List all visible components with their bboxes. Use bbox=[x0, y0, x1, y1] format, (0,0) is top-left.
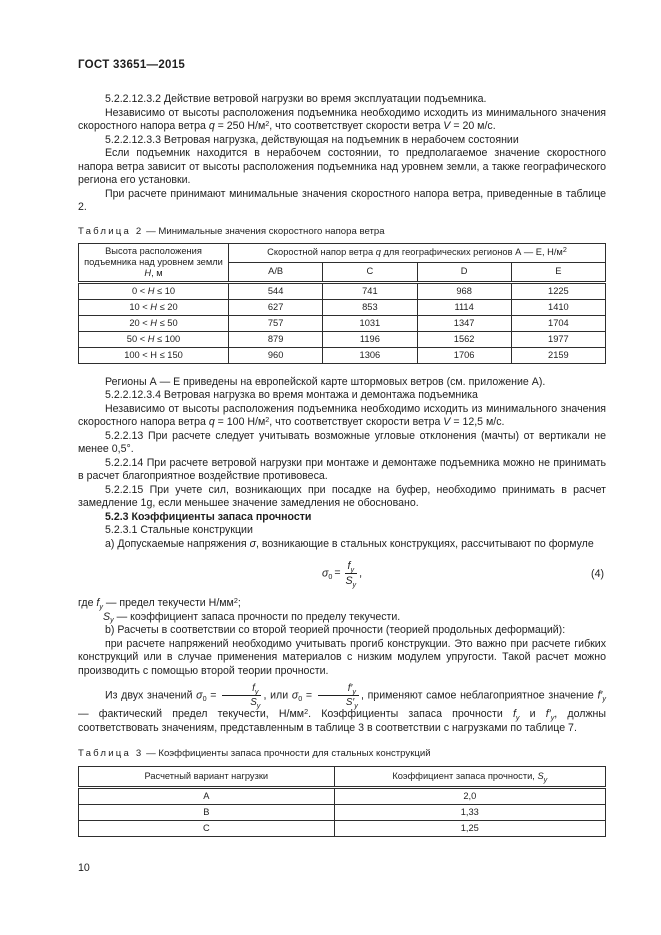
text-run: 0 bbox=[202, 694, 207, 704]
table-row bbox=[79, 347, 606, 363]
text-run: V bbox=[443, 120, 451, 132]
table-cell: C bbox=[79, 821, 335, 837]
table-cell: 544 bbox=[229, 282, 323, 299]
table-row bbox=[79, 331, 606, 347]
table-2-region-ab: А/В bbox=[229, 263, 323, 283]
table-cell: B bbox=[79, 805, 335, 821]
table-2-region-e: Е bbox=[511, 263, 605, 283]
fraction-denominator bbox=[345, 574, 358, 587]
para-5-2-2-12-3-4: 5.2.2.12.3.4 Ветровая нагрузка во время монтажа и демонтажа подъемника bbox=[105, 389, 478, 401]
table-cell: 100 < H ≤ 150 bbox=[79, 347, 229, 363]
table-cell: 853 bbox=[323, 299, 417, 315]
table-row bbox=[79, 282, 606, 299]
sigma-subscript: 0 bbox=[328, 572, 333, 582]
table-row bbox=[79, 805, 606, 821]
table-cell: 50 < H ≤ 100 bbox=[79, 331, 229, 347]
text-run: σ bbox=[196, 689, 203, 702]
text-run: S bbox=[103, 610, 111, 623]
text-run: H bbox=[150, 317, 158, 328]
table-cell: 1114 bbox=[417, 299, 511, 315]
para-5-2-2-13: 5.2.2.13 При расчете следует учитывать возможные угловые отклонения (мачты) от вертикали не менее 0,5°. bbox=[78, 429, 606, 455]
inline-fraction bbox=[222, 683, 261, 708]
text-run: 0 bbox=[298, 694, 303, 704]
text-run: f bbox=[96, 597, 100, 609]
table-cell: 968 bbox=[417, 282, 511, 299]
text-run: H bbox=[147, 333, 155, 344]
para-two-values: Из двух значений $\sigma_0$ = $\frac{f_y}{S_y}$ , или $\sigma_0$ = $\frac{f'_y}{S'_y}$ , применяют самое неблагоприятное значение $f'_y$ — фактический предел текучести, $Н/мм^2$. Коэффициенты запаса прочности $f_y$ и $f'_y$, должны соответствовать значениям, представленным в таблице 3 в соответствии с нагрузками по таблице 7. bbox=[78, 683, 606, 734]
para-5-2-2-12-3-2: 5.2.2.12.3.2 Действие ветровой нагрузки во время эксплуатации подъемника. bbox=[105, 93, 487, 105]
text-run: y bbox=[543, 774, 548, 784]
para-where-sy: $S_y$ — коэффициент запаса прочности по пределу текучести. bbox=[103, 610, 401, 625]
text-run: Н bbox=[144, 267, 152, 278]
para-allowed-stress: a) Допускаемые напряжения σ, возникающие в стальных конструкциях, рассчитывают по формуле bbox=[105, 537, 594, 550]
table-2-col1-header: Высота расположения подъемника над уровнем земли Н, м bbox=[79, 243, 229, 282]
para-wind-operation-values: Независимо от высоты расположения подъемника необходимо исходить из минимального значения скоростного напора ветра q = 250 $Н/м^2$, что соответствует скорости ветра V = 20 м/с. bbox=[78, 106, 606, 132]
table-cell: 2,0 bbox=[334, 788, 605, 805]
table-2-caption bbox=[78, 226, 606, 237]
table-2-region-d: D bbox=[417, 263, 511, 283]
table-cell: 1562 bbox=[417, 331, 511, 347]
table-cell: 1196 bbox=[323, 331, 417, 347]
sigma-symbol: σ bbox=[321, 567, 329, 580]
text-run: y bbox=[350, 564, 355, 574]
table-cell: 1031 bbox=[323, 315, 417, 331]
table-cell: 10 < H ≤ 20 bbox=[79, 299, 229, 315]
text-run: y bbox=[602, 694, 606, 704]
text-run: y bbox=[254, 686, 259, 696]
text-run: y bbox=[99, 601, 103, 611]
text-run: σ bbox=[249, 537, 256, 550]
table-cell: 1225 bbox=[511, 282, 605, 299]
text-run: y bbox=[352, 686, 356, 696]
para-table2-intro: При расчете принимают минимальные значения скоростного напора ветра, приведенные в таблице 2. bbox=[78, 187, 606, 213]
text-run: y bbox=[110, 615, 114, 625]
text-run: y bbox=[354, 700, 358, 710]
table-3-safety-factors bbox=[78, 766, 606, 837]
para-out-of-service: Если подъемник находится в нерабочем состоянии, то предполагаемое значение скоростного напора ветра зависит от высоты расположения подъемника над уровнем земли, а также географического региона его установки. bbox=[78, 147, 606, 186]
equation-number: (4) bbox=[591, 567, 604, 580]
text-run: 2 bbox=[562, 244, 567, 254]
para-deflection: при расчете напряжений необходимо учитывать прогиб конструкции. Это важно при расчете гибких конструкций или в случае применения материалов с низким модулем упругости. Такой расчет можно производить с помощью второй теории прочности. bbox=[78, 637, 606, 677]
table-2-region-c: С bbox=[323, 263, 417, 283]
table-3-head bbox=[79, 767, 606, 788]
text-run: σ bbox=[291, 689, 299, 702]
heading-5-2-3-1: 5.2.3.1 Стальные конструкции bbox=[105, 524, 253, 536]
text-run: q bbox=[375, 247, 381, 258]
text-run: V bbox=[443, 416, 451, 428]
page-content bbox=[78, 59, 606, 837]
table-cell: 1977 bbox=[511, 331, 605, 347]
text-run: f bbox=[512, 708, 516, 720]
text-run: S bbox=[537, 771, 544, 781]
para-where-fy: где $f_y$ — предел текучести $Н/мм^2$; bbox=[78, 595, 241, 611]
para-5-2-2-14: 5.2.2.14 При расчете ветровой нагрузки при монтаже и демонтаже подъемника можно не принимать в расчет благоприятное воздействие противовеса. bbox=[78, 456, 606, 482]
formula-4-expression bbox=[322, 560, 362, 587]
table-row bbox=[79, 299, 606, 315]
text-run: f bbox=[347, 560, 351, 572]
equals-sign: = bbox=[334, 567, 341, 580]
text-run: S bbox=[250, 697, 257, 708]
table-2-wind-pressure bbox=[78, 243, 606, 364]
table-2-head bbox=[79, 243, 606, 282]
table-cell: 20 < H ≤ 50 bbox=[79, 315, 229, 331]
table-cell: 757 bbox=[229, 315, 323, 331]
table-3-body bbox=[79, 788, 606, 837]
table-3-caption-label: Таблица 3 bbox=[78, 748, 144, 759]
table-row bbox=[79, 788, 606, 805]
table-cell: 1706 bbox=[417, 347, 511, 363]
text-run: y bbox=[256, 700, 261, 710]
table-cell: 1704 bbox=[511, 315, 605, 331]
table-2-span-header: Скоростной напор ветра q для географических регионов А — Е, $Н/м^2$ bbox=[229, 243, 606, 263]
table-cell: 960 bbox=[229, 347, 323, 363]
formula-comma: , bbox=[359, 567, 363, 580]
table-2-caption-text: — Минимальные значения скоростного напора ветра bbox=[146, 225, 385, 237]
text-run: 2 bbox=[233, 595, 238, 605]
text-run: f bbox=[252, 683, 255, 694]
table-cell: 1306 bbox=[323, 347, 417, 363]
table-3-factor-header: Коэффициент запаса прочности, $S_y$ bbox=[334, 767, 605, 788]
text-run: f′ bbox=[597, 689, 603, 702]
table-cell: A bbox=[79, 788, 335, 805]
para-second-theory: b) Расчеты в соответствии со второй теорией прочности (теорией продольных деформаций): bbox=[105, 624, 566, 636]
para-5-2-2-12-3-3: 5.2.2.12.3.3 Ветровая нагрузка, действующая на подъемник в нерабочем состоянии bbox=[105, 133, 519, 146]
para-5-2-2-15: 5.2.2.15 При учете сил, возникающих при посадке на буфер, необходимо принимать в расчет замедление 1g, если меньшее значение замедления не обосновано. bbox=[78, 483, 606, 509]
document-header: ГОСТ 33651—2015 bbox=[78, 59, 186, 71]
text-run: y bbox=[352, 579, 357, 589]
table-cell: 1410 bbox=[511, 299, 605, 315]
table-cell: 741 bbox=[323, 282, 417, 299]
table-cell: 1347 bbox=[417, 315, 511, 331]
text-run: 2 bbox=[304, 706, 309, 716]
text-run: f′ bbox=[545, 708, 551, 720]
table-cell: 627 bbox=[229, 299, 323, 315]
table-cell: 1,33 bbox=[334, 805, 605, 821]
table-3-caption bbox=[78, 748, 606, 759]
text-run: S′ bbox=[345, 697, 355, 708]
text-run: y bbox=[550, 712, 555, 722]
table-row bbox=[79, 315, 606, 331]
page-number: 10 bbox=[78, 862, 90, 874]
text-run: y bbox=[515, 712, 520, 722]
text-run: f′ bbox=[347, 683, 353, 694]
text-run: 2 bbox=[265, 414, 270, 424]
table-2-caption-label: Таблица 2 bbox=[78, 225, 144, 237]
table-2-body bbox=[79, 282, 606, 363]
para-wind-montage-values: Независимо от высоты расположения подъемника необходимо исходить из минимального значения скоростного напора ветра q = 100 $Н/м^2$, что соответствует скорости ветра V = 12,5 м/с. bbox=[78, 402, 606, 428]
fraction-numerator bbox=[345, 560, 358, 574]
table-cell: 2159 bbox=[511, 347, 605, 363]
table-3-caption-text: — Коэффициенты запаса прочности для стальных конструкций bbox=[146, 748, 431, 759]
table-cell: 0 < H ≤ 10 bbox=[79, 282, 229, 299]
formula-fraction bbox=[345, 560, 358, 587]
text-run: H bbox=[150, 301, 158, 312]
text-run: q bbox=[208, 120, 215, 132]
text-run: H bbox=[147, 285, 155, 296]
text-run: q bbox=[208, 416, 215, 428]
para-regions-note: Регионы А — Е приведены на европейской карте штормовых ветров (см. приложение А). bbox=[105, 375, 546, 388]
text-run: S bbox=[345, 575, 353, 587]
table-row bbox=[79, 821, 606, 837]
table-3-header-row bbox=[79, 767, 606, 788]
table-2-header-row bbox=[79, 243, 606, 263]
formula-4 bbox=[78, 560, 606, 587]
table-cell: 879 bbox=[229, 331, 323, 347]
heading-5-2-3: 5.2.3 Коэффициенты запаса прочности bbox=[105, 510, 312, 523]
inline-fraction bbox=[318, 683, 359, 708]
text-run: 2 bbox=[265, 118, 270, 128]
table-cell: 1,25 bbox=[334, 821, 605, 837]
table-3-load-case-header: Расчетный вариант нагрузки bbox=[79, 767, 335, 788]
